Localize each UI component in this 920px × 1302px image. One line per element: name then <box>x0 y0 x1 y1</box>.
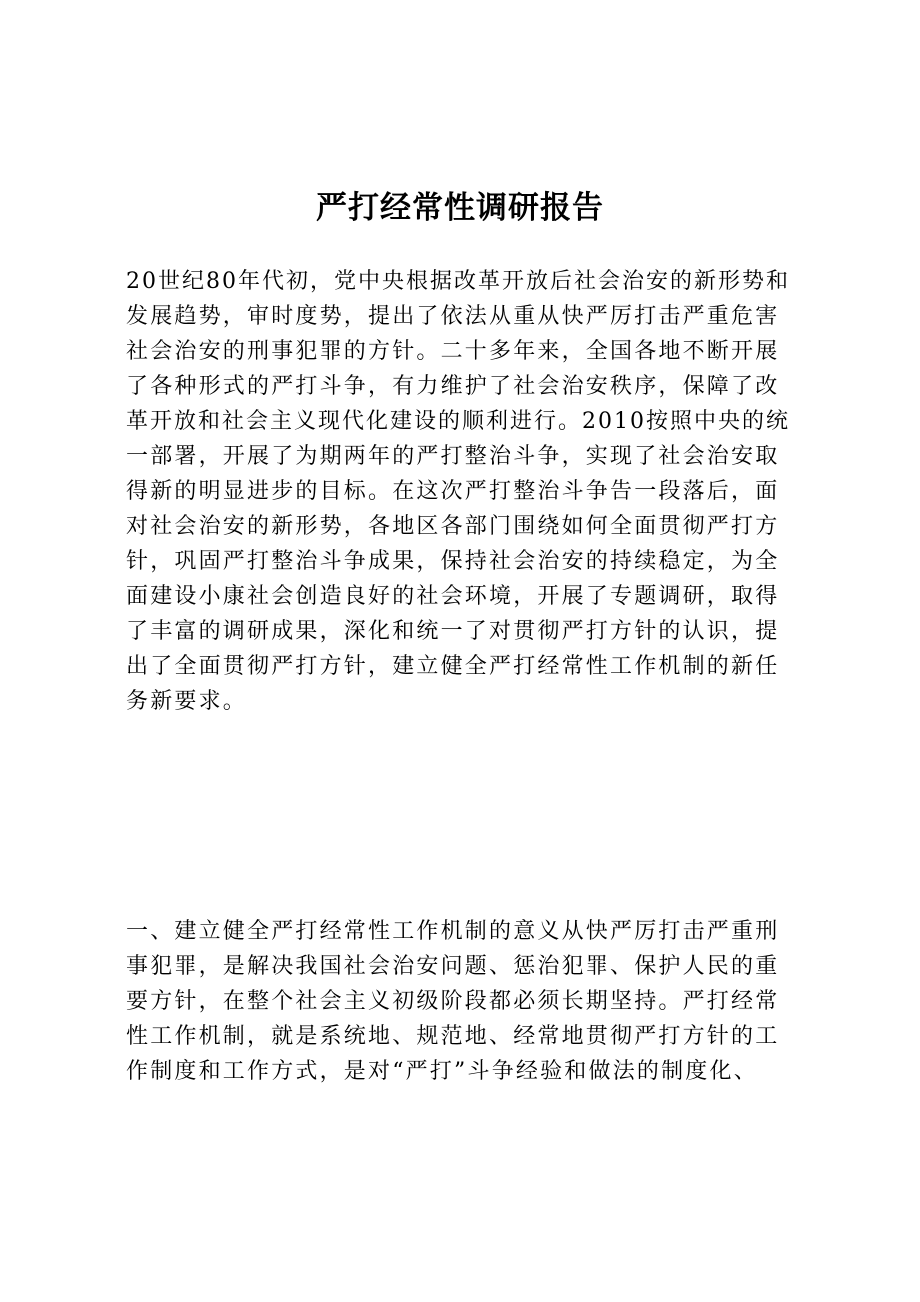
text-line: 了丰富的调研成果，深化和统一了对贯彻严打方针的认识，提 <box>126 619 780 644</box>
text-line: 务新要求。 <box>126 689 248 714</box>
text-line: 要方针，在整个社会主义初级阶段都必须长期坚持。严打经常 <box>126 989 780 1014</box>
text-line: 发展趋势，审时度势，提出了依法从重从快严厉打击严重危害 <box>126 304 780 329</box>
text-line: 20世纪80年代初，党中央根据改革开放后社会治安的新形势和 <box>126 269 790 294</box>
text-line: 社会治安的刑事犯罪的方针。二十多年来，全国各地不断开展 <box>126 339 780 364</box>
paragraph-intro <box>126 264 794 719</box>
text-line: 对社会治安的新形势，各地区各部门围绕如何全面贯彻严打方 <box>126 514 780 539</box>
text-line: 一、建立健全严打经常性工作机制的意义从快严厉打击严重刑 <box>126 919 780 944</box>
text-line: 作制度和工作方式，是对“严打”斗争经验和做法的制度化、 <box>126 1059 758 1084</box>
paragraph-section-one <box>126 914 794 1089</box>
text-line: 针，巩固严打整治斗争成果，保持社会治安的持续稳定，为全 <box>126 549 780 574</box>
text-line: 面建设小康社会创造良好的社会环境，开展了专题调研，取得 <box>126 584 780 609</box>
text-line: 得新的明显进步的目标。在这次严打整治斗争告一段落后，面 <box>126 479 780 504</box>
document-title: 严打经常性调研报告 <box>316 189 604 226</box>
text-line: 性工作机制，就是系统地、规范地、经常地贯彻严打方针的工 <box>126 1024 780 1049</box>
text-line: 事犯罪，是解决我国社会治安问题、惩治犯罪、保护人民的重 <box>126 954 780 979</box>
text-line: 了各种形式的严打斗争，有力维护了社会治安秩序，保障了改 <box>126 374 780 399</box>
text-line: 出了全面贯彻严打方针，建立健全严打经常性工作机制的新任 <box>126 654 780 679</box>
text-line: 革开放和社会主义现代化建设的顺利进行。2010按照中央的统 <box>126 409 790 434</box>
text-line: 一部署，开展了为期两年的严打整治斗争，实现了社会治安取 <box>126 444 780 469</box>
